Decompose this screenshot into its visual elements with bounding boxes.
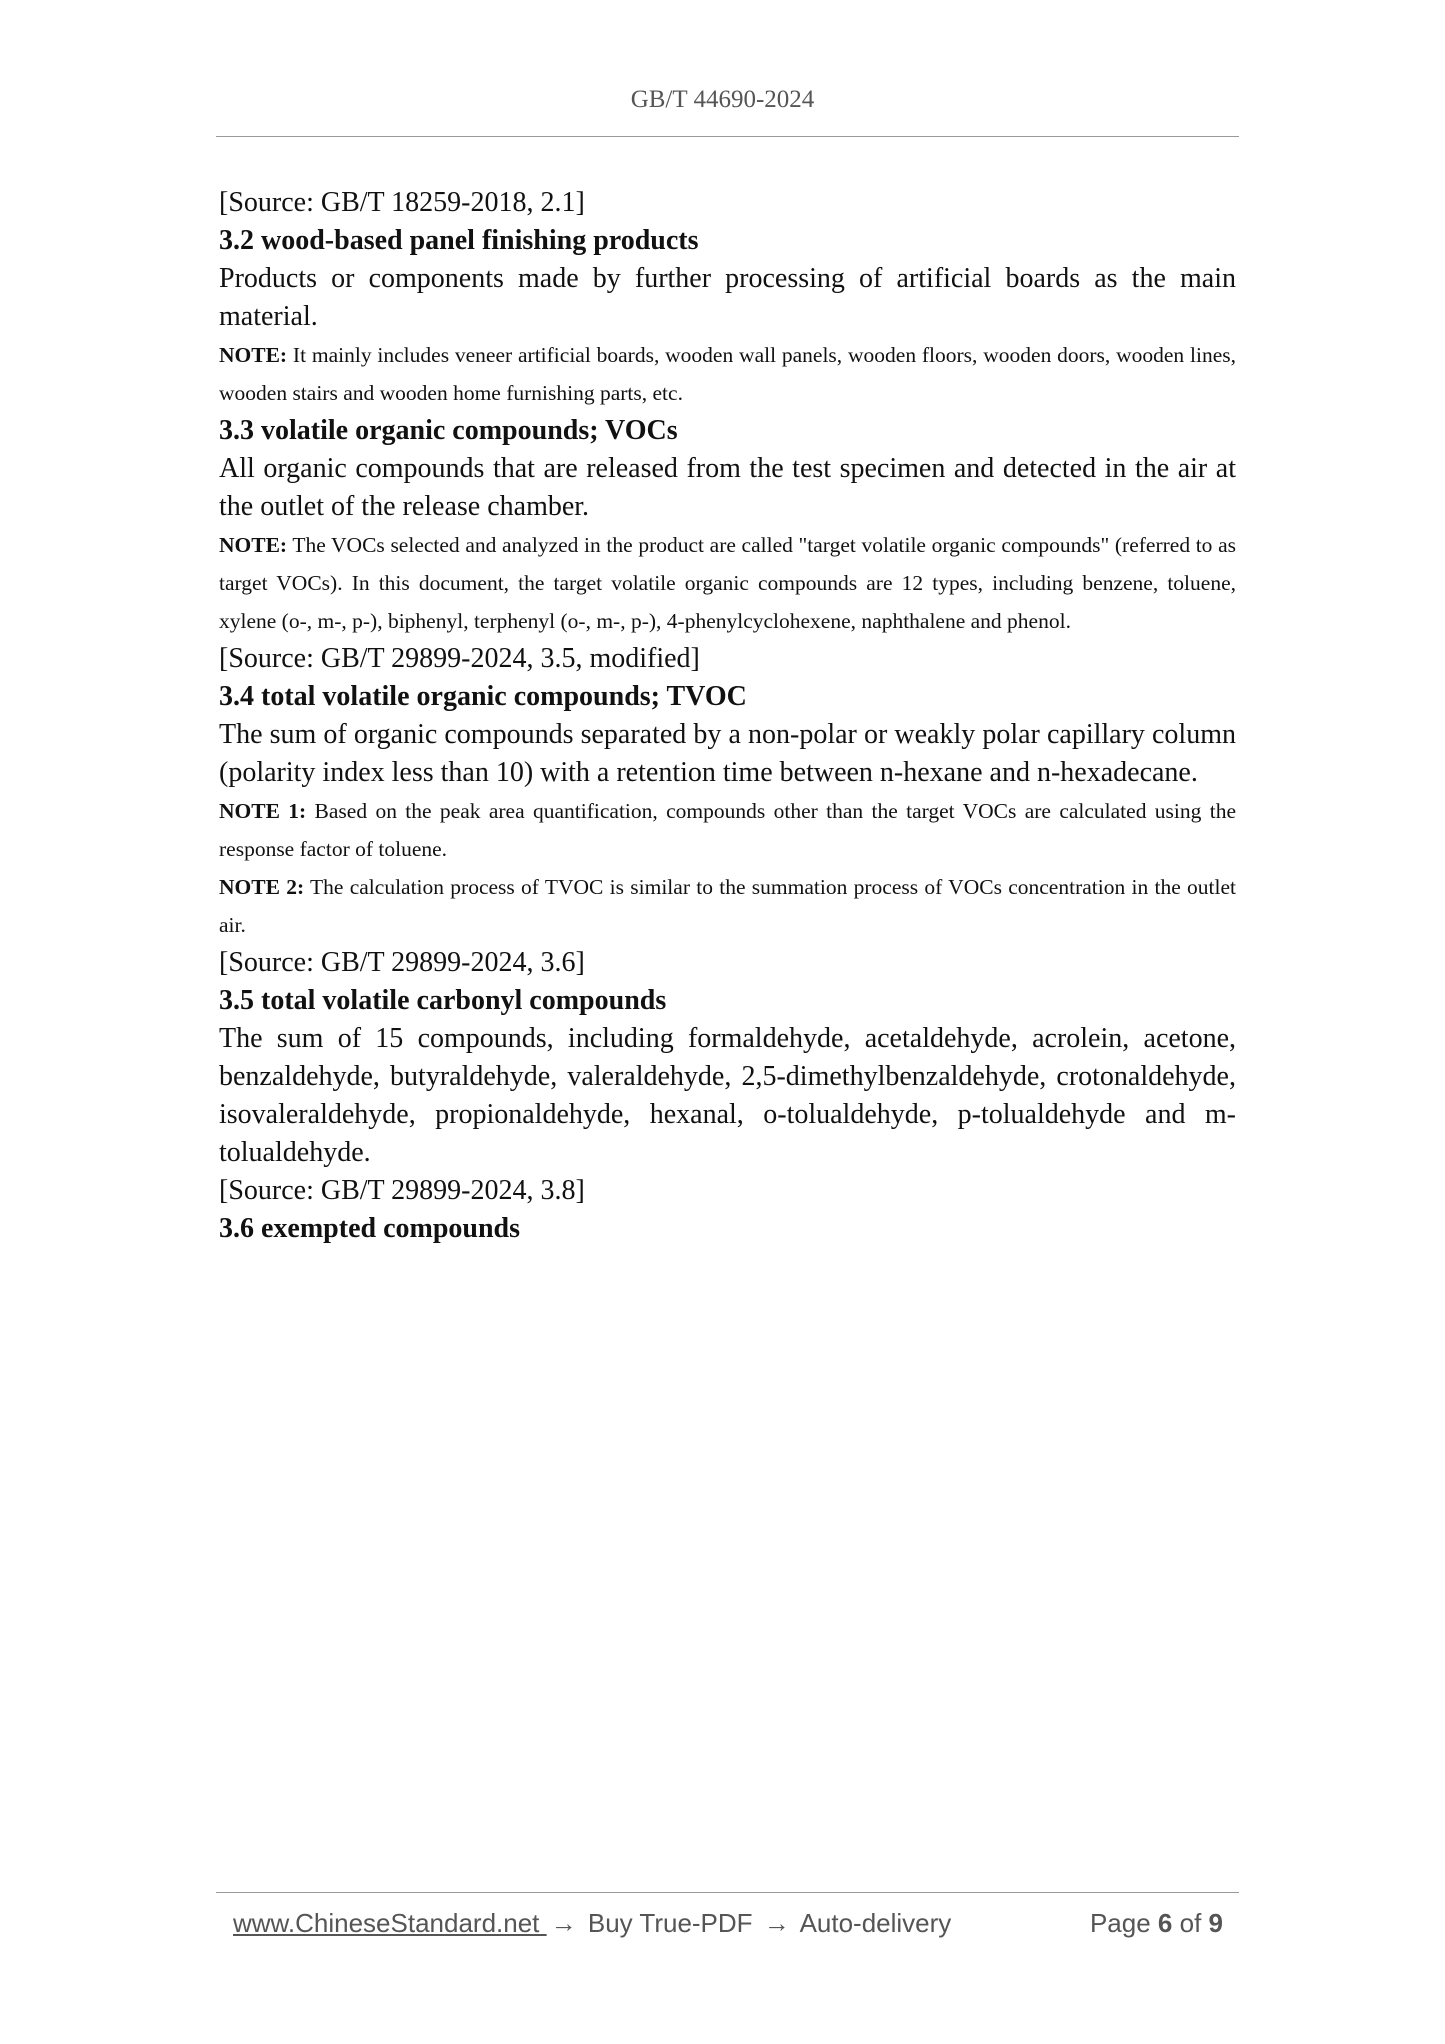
note-text: The calculation process of TVOC is similar to the summation process of VOCs concentration in the outlet air.	[219, 875, 1236, 937]
section-heading-3-4: 3.4 total volatile organic compounds; TVOC	[219, 681, 747, 712]
section-heading-3-3: 3.3 volatile organic compounds; VOCs	[219, 415, 678, 446]
note-label: NOTE:	[219, 343, 288, 367]
source-citation: [Source: GB/T 29899-2024, 3.5, modified]	[219, 643, 700, 674]
header-divider	[216, 136, 1239, 137]
definition-3-4: The sum of organic compounds separated by a non-polar or weakly polar capillary column (polarity index less than 10) with a retention time between n-hexane and n-hexadecane.	[219, 719, 1236, 788]
definition-3-5: The sum of 15 compounds, including formaldehyde, acetaldehyde, acrolein, acetone, benzaldehyde, butyraldehyde, valeraldehyde, 2,5-dimethylbenzaldehyde, crotonaldehyde, isovaleraldehyde, propionaldehyde, hexanal, o-tolualdehyde, p-tolualdehyde and m-tolualdehyde.	[219, 1023, 1236, 1168]
note-label: NOTE:	[219, 533, 288, 557]
page-current: 6	[1157, 1908, 1173, 1938]
note-text: The VOCs selected and analyzed in the product are called "target volatile organic compounds" (referred to as target VOCs). In this document, the target volatile organic compounds are 12 types, including benzene, toluene, xylene (o-, m-, p-), biphenyl, terphenyl (o-, m-, p-), 4-phenylcyclohexene, naphthalene and phenol.	[219, 533, 1236, 633]
note-text: Based on the peak area quantification, compounds other than the target VOCs are calculated using the response factor of toluene.	[219, 799, 1237, 861]
page-of: of	[1172, 1908, 1209, 1938]
source-citation: [Source: GB/T 29899-2024, 3.8]	[219, 1175, 585, 1206]
note-label: NOTE 1:	[219, 799, 307, 823]
arrow-right-icon: →	[550, 1908, 577, 1938]
auto-delivery-text: Auto-delivery	[793, 1908, 952, 1938]
source-citation: [Source: GB/T 29899-2024, 3.6]	[219, 947, 585, 978]
source-citation: [Source: GB/T 18259-2018, 2.1]	[219, 187, 585, 218]
definition-3-2: Products or components made by further processing of artificial boards as the main material.	[219, 263, 1236, 332]
section-heading-3-6: 3.6 exempted compounds	[219, 1213, 521, 1244]
definition-3-3: All organic compounds that are released from the test specimen and detected in the air at the outlet of the release chamber.	[219, 453, 1236, 522]
page-footer	[233, 1908, 1223, 1948]
note-3-3	[219, 526, 1236, 640]
note-3-2	[219, 336, 1236, 412]
footer-promo	[233, 1908, 951, 1939]
page-total: 9	[1208, 1908, 1223, 1938]
note-text: It mainly includes veneer artificial boards, wooden wall panels, wooden floors, wooden doors, wooden lines, wooden stairs and wooden home furnishing parts, etc.	[219, 343, 1236, 405]
page-label: Page	[1089, 1908, 1158, 1938]
note-1-3-4	[219, 792, 1236, 868]
section-heading-3-5: 3.5 total volatile carbonyl compounds	[219, 985, 667, 1016]
website-link[interactable]: www.ChineseStandard.net	[233, 1908, 547, 1938]
note-label: NOTE 2:	[219, 875, 305, 899]
document-header-title: GB/T 44690-2024	[630, 86, 815, 113]
document-body	[219, 184, 1236, 1248]
arrow-right-icon: →	[763, 1908, 790, 1938]
buy-true-pdf-text: Buy True-PDF	[580, 1908, 760, 1938]
footer-divider	[216, 1892, 1239, 1893]
page-indicator	[1090, 1908, 1223, 1939]
note-2-3-4	[219, 868, 1236, 944]
section-heading-3-2: 3.2 wood-based panel finishing products	[219, 225, 699, 256]
